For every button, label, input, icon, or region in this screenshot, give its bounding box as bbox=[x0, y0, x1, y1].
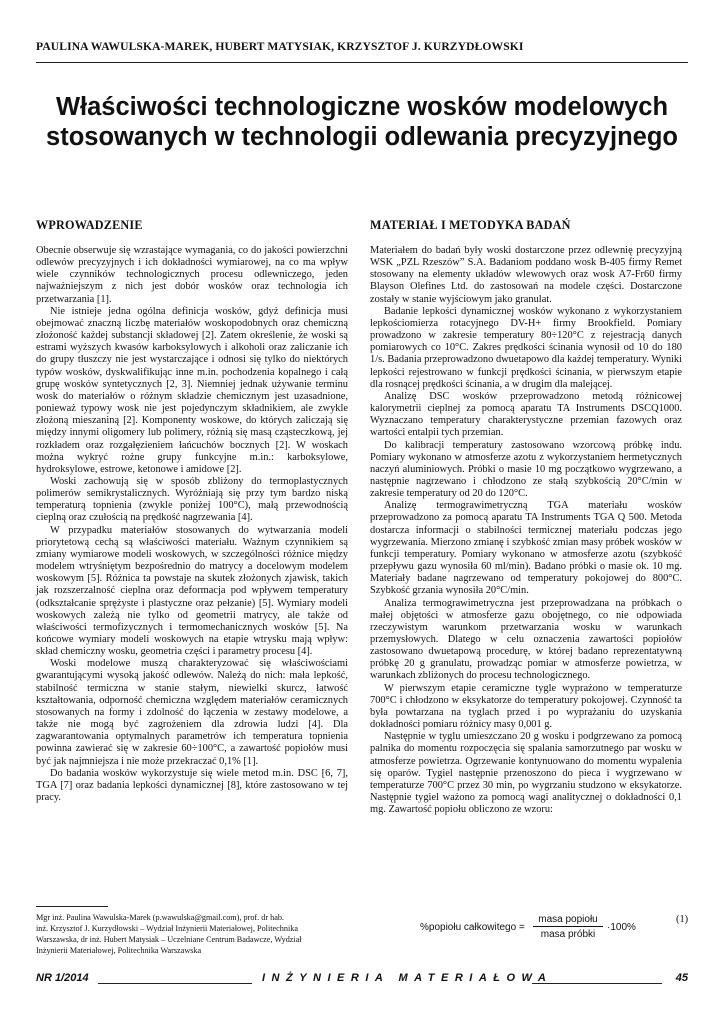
formula-lhs: %popiołu całkowitego = bbox=[420, 922, 525, 933]
paragraph: W pierwszym etapie ceramiczne tygle wyprażono w temperaturze 700°C i chłodzono w eksykatorze do temperatury pokojowej. Czynność ta była powtarzana na tyglach przed i po wyprażaniu do uzyskania dokładności pomiaru różnicy masy 0,001 g. bbox=[370, 682, 682, 731]
equation-number: (1) bbox=[676, 914, 689, 925]
footnote-rule bbox=[36, 906, 108, 907]
footnote-line: Warszawska, dr inż. Hubert Matysiak – Uczelniane Centrum Badawcze, Wydział bbox=[36, 935, 302, 944]
author-footnote bbox=[36, 912, 348, 956]
formula-fraction bbox=[533, 914, 603, 940]
ash-content-formula bbox=[420, 914, 688, 942]
paragraph: Nie istnieje jedna ogólna definicja wosków, gdyż definicja musi obejmować znaczną liczbę materiałów woskopodobnych oraz chemiczną złożoność każdej substancji składowej [2]. Zatem określenie, że woski są estrami wyższych kwasów karboksylowych i alkoholi oraz zaliczanie ich do grupy tłuszczy nie jest wystarczające i odnosi się tylko do niektórych typów wosków, dyskwalifikując inne m.in. pochodzenia kopalnego i całą grupę wosków syntetycznych [2, 3]. Niemniej jednak używanie terminu wosk do materiałów o różnym składzie chemicznym jest uzasadnione, ponieważ typowy wosk nie jest pojedynczym składnikiem, ale zwykle złożoną mieszaniną [2]. Komponenty woskowe, do których zaliczają się między innymi oligomery lub polimery, różnią się masą cząsteczkową, jej rozkładem oraz rozgałęzieniem łańcuchów bocznych [2]. W woskach można wykryć rożne grupy funkcyjne m.in.: karboksylowe, hydroksylowe, estrowe, ketonowe i amidowe [2]. bbox=[36, 305, 348, 475]
issue-number: NR 1/2014 bbox=[36, 972, 89, 984]
footer-rule-right bbox=[532, 983, 662, 984]
paragraph: Materiałem do badań były woski dostarczone przez odlewnię precyzyjną WSK „PZL Rzeszów” S.A. Badaniom poddano wosk B-405 firmy Remet stosowany na elementy układów wlewowych oraz wosk A7-Fr60 firmy Blayson Olefines Ltd. do zastosowań na modele części. Dostarczone zostały w stanie wyjściowym jako granulat. bbox=[370, 245, 682, 305]
section-heading-introduction: WPROWADZENIE bbox=[36, 218, 143, 232]
paragraph: Obecnie obserwuje się wzrastające wymagania, co do jakości powierzchni odlewów precyzyjnych i ich dokładności wymiarowej, na co ma wpływ wiele czynników technologicznych procesu odlewniczego, jeden najważniejszym z nich jest dobór wosków oraz technologia ich przetwarzania [1]. bbox=[36, 245, 348, 305]
page-footer bbox=[36, 972, 688, 988]
paragraph: Woski modelowe muszą charakteryzować się właściwościami gwarantującymi wysoką jakość odlewów. Należą do nich: mała lepkość, stabilność termiczna w stanie stałym, niewielki skurcz, łatwość kształtowania, odporność chemiczna względem materiałów ceramicznych stosowanych na formy i zdolność do łączenia w zestawy modelowe, a także nie mogą być zagrożeniem dla zdrowia ludzi [4]. Dla zagwarantowania optymalnych parametrów ich temperatura topnienia powinna zawierać się w zakresie 60÷100°C, a zawartość popiołów musi być jak najmniejsza i nie może przekraczać 0,1% [1]. bbox=[36, 658, 348, 767]
paragraph: Następnie w tyglu umieszczano 20 g wosku i podgrzewano za pomocą palnika do momentu rozpoczęcia się spalania samorzutnego par wosku w atmosferze powietrza. Ogrzewanie kontynuowano do momentu wypalenia się oparów. Tygiel następnie przenoszono do pieca i wygrzewano w temperaturze 700°C przez 30 min, po wygrzaniu studzono w eksykatorze. Następnie tygiel ważono za pomocą wagi analitycznej o dokładności 0,1 mg. Zawartość popiołu obliczono ze wzoru: bbox=[370, 731, 682, 816]
paragraph: Woski zachowują się w sposób zbliżony do termoplastycznych polimerów semikrystalicznych. Wyróżniają się przy tym bardzo niską temperaturą topnienia (zwykle poniżej 100°C), małą przewodnością cieplną oraz czułością na prędkość nagrzewania [4]. bbox=[36, 475, 348, 524]
formula-numerator: masa popiołu bbox=[533, 914, 603, 927]
footnote-line: Inżynierii Materiałowej, Politechnika Warszawska bbox=[36, 946, 202, 955]
right-column bbox=[370, 218, 682, 816]
section-heading-materials: MATERIAŁ I METODYKA BADAŃ bbox=[370, 218, 571, 232]
article-title: Właściwości technologiczne wosków modelowych stosowanych w technologii odlewania precyzyjnego bbox=[46, 93, 678, 151]
footnote-line: inż. Krzysztof J. Kurzydłowski – Wydział Inżynierii Materiałowej, Politechnika bbox=[36, 924, 298, 933]
page-number: 45 bbox=[675, 972, 688, 984]
paragraph: Badanie lepkości dynamicznej wosków wykonano z wykorzystaniem lepkościomierza rotacyjnego DV-H+ firmy Brookfield. Pomiary prowadzono w zakresie temperatury 80÷120°C z rejestracją danych pomiarowych co 10°C. Zakres prędkości ścinania wynosił od 10 do 180 1/s. Badania przeprowadzono dwuetapowo dla każdej temperatury. Wyniki lepkości rejestrowano w funkcji prędkości ścinania, w pierwszym etapie dla rosnącej prędkości ścinania, a w drugim dla malejącej. bbox=[370, 305, 682, 390]
paragraph: Do kalibracji temperatury zastosowano wzorcową próbkę indu. Pomiary wykonano w atmosferze azotu z wykorzystaniem hermetycznych naczyń aluminiowych. Próbki o masie 10 mg początkowo wygrzewano, a następnie nagrzewano i chłodzono ze stałą szybkością 20°C/min w zakresie temperatury od 20 do 120°C. bbox=[370, 439, 682, 500]
footnote-line: Mgr inż. Paulina Wawulska-Marek (p.wawulska@gmail.com), prof. dr hab. bbox=[36, 913, 284, 922]
left-column bbox=[36, 218, 348, 804]
footer-rule-left bbox=[98, 983, 252, 984]
authors-line: PAULINA WAWULSKA-MAREK, HUBERT MATYSIAK, KRZYSZTOF J. KURZYDŁOWSKI bbox=[36, 40, 524, 53]
paragraph: Analizę termograwimetryczną TGA materiału wosków przeprowadzono za pomocą aparatu TA Instruments TGA Q 500. Metoda dostarcza informacji o stabilności termicznej materiału podczas jego wygrzewania. Mierzono zmianę i szybkość zmian masy próbek wosków w funkcji temperatury. Pomiary wykonano w atmosferze azotu (szybkość przepływu gazu wynosiła 60 ml/min). Badano próbki o masie ok. 10 mg. Materiały badane nagrzewano od temperatury pokojowej do 800°C. Szybkość grzania wynosiła 20°C/min. bbox=[370, 500, 682, 597]
paragraph: Do badania wosków wykorzystuje się wiele metod m.in. DSC [6, 7], TGA [7] oraz badania lepkości dynamicznej [8], które zastosowano w tej pracy. bbox=[36, 767, 348, 804]
paragraph: Analizę DSC wosków przeprowadzono metodą różnicowej kalorymetrii cieplnej za pomocą aparatu TA Instruments DSCQ1000. Wyznaczano temperatury charakterystyczne przemian fazowych oraz wartości entalpii tych przemian. bbox=[370, 390, 682, 439]
formula-rhs: ·100% bbox=[607, 922, 636, 933]
formula-denominator: masa próbki bbox=[540, 929, 596, 940]
journal-name: INŻYNIERIA MATERIAŁOWA bbox=[262, 972, 553, 984]
top-rule bbox=[36, 62, 688, 63]
paragraph: W przypadku materiałów stosowanych do wytwarzania modeli priorytetową cechą są właściwości materiału. Ważnym czynnikiem są zmiany wymiarowe modeli woskowych, w szczególności różnice między modelem wtryśniętym bezpośrednio do matrycy a docelowym modelem woskowym [5]. Różnica ta powstaje na skutek złożonych zjawisk, takich jak rozszerzalność cieplna oraz deformacja pod wpływem temperatury (odkształcanie sprężyste i plastyczne oraz pełzanie) [5]. Wymiary modeli woskowych zależą nie tylko od geometrii matrycy, ale także od właściwości termofizycznych i termomechanicznych wosków [5]. Na końcowe wymiary modeli woskowych na etapie wtrysku mają wpływ: skład chemiczny wosku, geometria części i parametry procesu [4]. bbox=[36, 524, 348, 658]
paragraph: Analiza termograwimetryczna jest przeprowadzana na próbkach o małej objętości w atmosferze gazu obojętnego, co nie odpowiada rzeczywistym warunkom przetwarzania wosku w warunkach przemysłowych. Dlatego w celu oznaczenia zawartości popiołów zastosowano dwuetapową procedurę, w której badano reprezentatywną próbkę 20 g granulatu, prowadząc pomiar w atmosferze powietrza, w warunkach zbliżonych do procesu technologicznego. bbox=[370, 597, 682, 682]
